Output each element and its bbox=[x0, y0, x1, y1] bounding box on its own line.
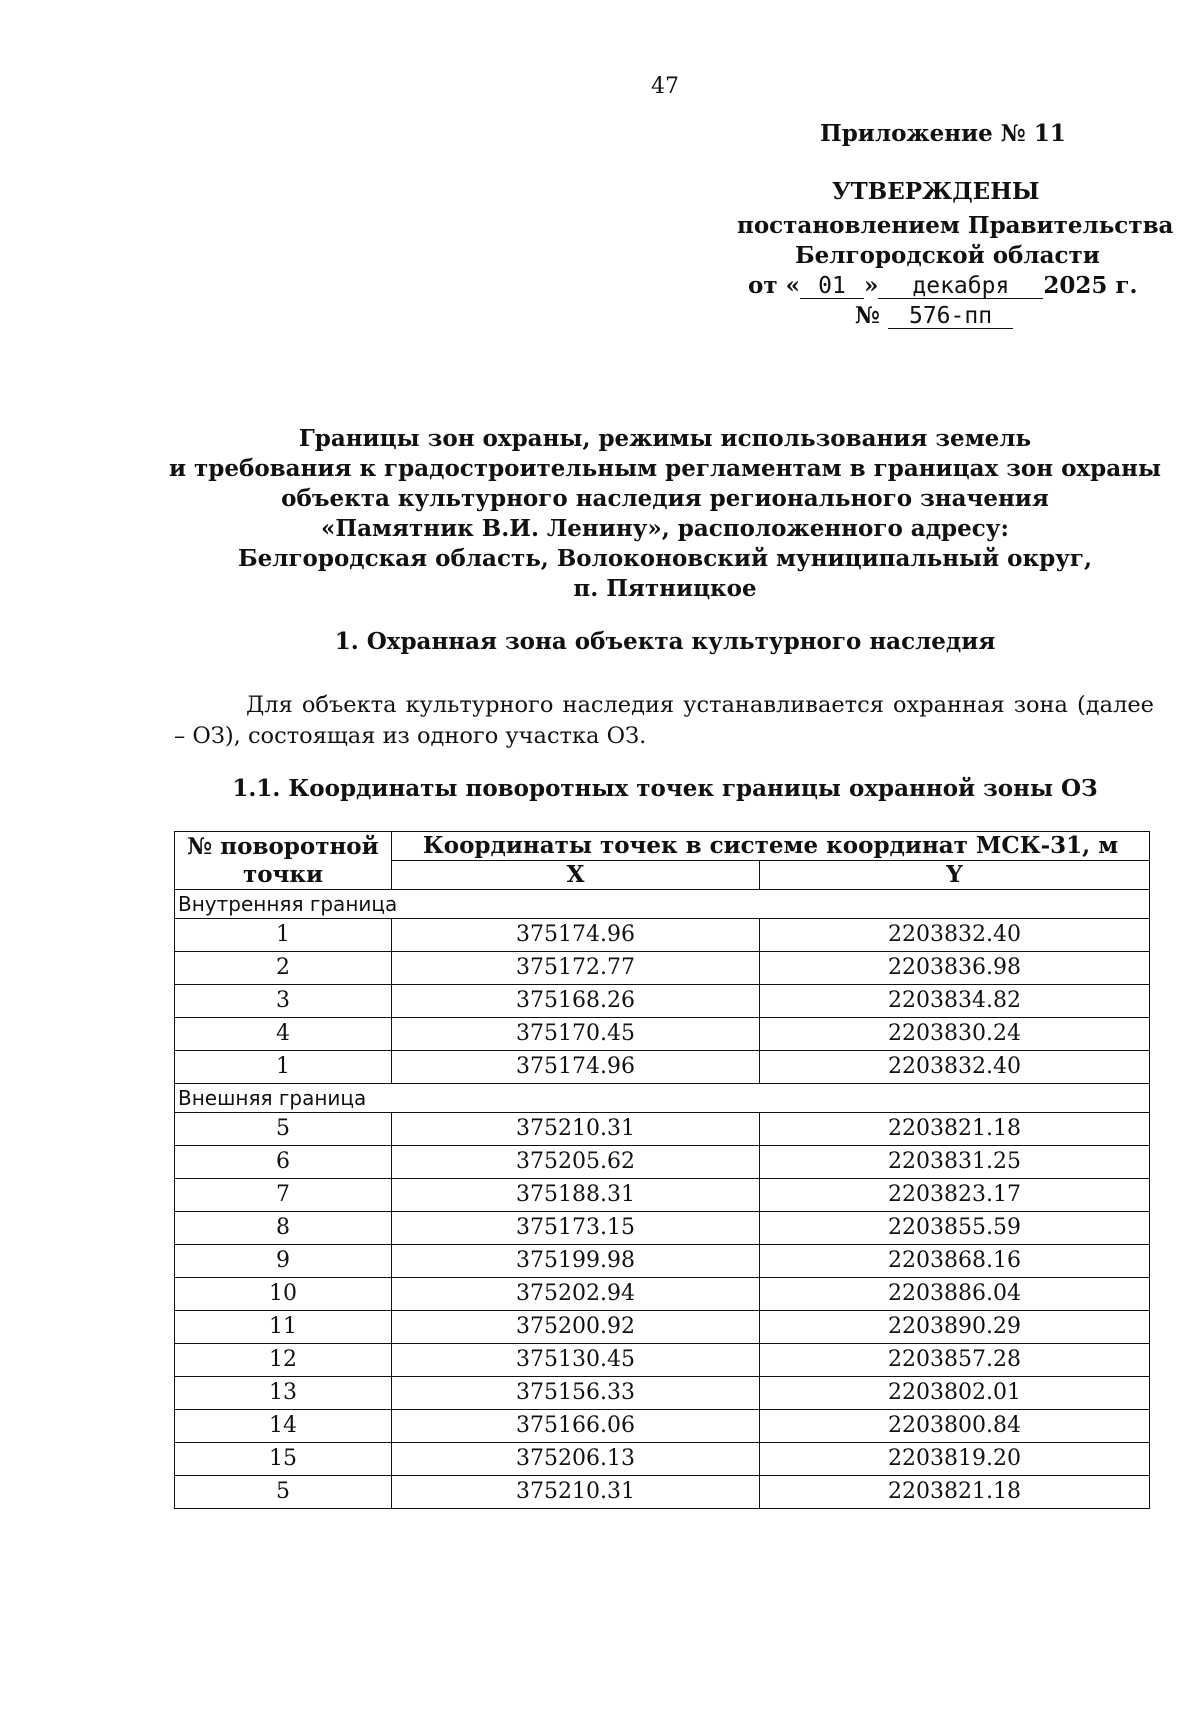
x-coordinate-cell: 375170.45 bbox=[392, 1018, 760, 1051]
header-x: X bbox=[392, 861, 760, 890]
table-row bbox=[175, 1018, 1150, 1051]
point-number-cell: 8 bbox=[175, 1212, 392, 1245]
decree-date bbox=[748, 272, 1137, 299]
point-number-cell: 10 bbox=[175, 1278, 392, 1311]
group-label: Внутренняя граница bbox=[175, 890, 1150, 919]
header-coordinates: Координаты точек в системе координат МСК-31, м bbox=[392, 832, 1150, 861]
table-heading: 1.1. Координаты поворотных точек границы охранной зоны ОЗ bbox=[232, 775, 1098, 802]
title-line: п. Пятницкое bbox=[573, 575, 757, 602]
y-coordinate-cell: 2203821.18 bbox=[760, 1476, 1150, 1509]
coordinates-table bbox=[174, 831, 1150, 1509]
title-line: объекта культурного наследия регионального значения bbox=[281, 485, 1049, 512]
date-mid: » bbox=[863, 272, 879, 299]
y-coordinate-cell: 2203868.16 bbox=[760, 1245, 1150, 1278]
appendix-label: Приложение № 11 bbox=[820, 120, 1066, 147]
x-coordinate-cell: 375199.98 bbox=[392, 1245, 760, 1278]
table-row bbox=[175, 1344, 1150, 1377]
x-coordinate-cell: 375188.31 bbox=[392, 1179, 760, 1212]
table-row bbox=[175, 1476, 1150, 1509]
table-row bbox=[175, 1179, 1150, 1212]
coordinates-table-body bbox=[175, 890, 1150, 1509]
point-number-cell: 13 bbox=[175, 1377, 392, 1410]
header-y: Y bbox=[760, 861, 1150, 890]
point-number-cell: 12 bbox=[175, 1344, 392, 1377]
table-row bbox=[175, 919, 1150, 952]
table-row bbox=[175, 1278, 1150, 1311]
y-coordinate-cell: 2203832.40 bbox=[760, 1051, 1150, 1084]
title-line: и требования к градостроительным регламентам в границах зон охраны bbox=[168, 455, 1162, 482]
document-title bbox=[0, 424, 1200, 604]
point-number-cell: 2 bbox=[175, 952, 392, 985]
x-coordinate-cell: 375173.15 bbox=[392, 1212, 760, 1245]
body-paragraph: Для объекта культурного наследия устанавливается охранная зона (далее – ОЗ), состоящая из одного участка ОЗ. bbox=[174, 692, 1154, 749]
x-coordinate-cell: 375172.77 bbox=[392, 952, 760, 985]
y-coordinate-cell: 2203834.82 bbox=[760, 985, 1150, 1018]
group-row bbox=[175, 1084, 1150, 1113]
x-coordinate-cell: 375205.62 bbox=[392, 1146, 760, 1179]
point-number-cell: 7 bbox=[175, 1179, 392, 1212]
point-number-cell: 9 bbox=[175, 1245, 392, 1278]
y-coordinate-cell: 2203831.25 bbox=[760, 1146, 1150, 1179]
decree-line-2: Белгородской области bbox=[795, 242, 1100, 269]
title-line: Границы зон охраны, режимы использования земель bbox=[298, 425, 1032, 452]
y-coordinate-cell: 2203800.84 bbox=[760, 1410, 1150, 1443]
table-row bbox=[175, 1311, 1150, 1344]
decree-number-value: 576-пп bbox=[888, 304, 1013, 329]
x-coordinate-cell: 375130.45 bbox=[392, 1344, 760, 1377]
group-row bbox=[175, 890, 1150, 919]
x-coordinate-cell: 375168.26 bbox=[392, 985, 760, 1018]
decree-number bbox=[855, 302, 1013, 329]
y-coordinate-cell: 2203832.40 bbox=[760, 919, 1150, 952]
x-coordinate-cell: 375210.31 bbox=[392, 1113, 760, 1146]
y-coordinate-cell: 2203823.17 bbox=[760, 1179, 1150, 1212]
point-number-cell: 6 bbox=[175, 1146, 392, 1179]
date-prefix: от « bbox=[748, 272, 800, 299]
point-number-cell: 15 bbox=[175, 1443, 392, 1476]
y-coordinate-cell: 2203886.04 bbox=[760, 1278, 1150, 1311]
point-number-cell: 4 bbox=[175, 1018, 392, 1051]
decree-year: 2025 г. bbox=[1043, 272, 1138, 299]
x-coordinate-cell: 375166.06 bbox=[392, 1410, 760, 1443]
y-coordinate-cell: 2203830.24 bbox=[760, 1018, 1150, 1051]
approved-label: УТВЕРЖДЕНЫ bbox=[832, 178, 1040, 205]
header-point-number: № поворотной точки bbox=[175, 832, 392, 890]
table-row bbox=[175, 952, 1150, 985]
table-row bbox=[175, 1377, 1150, 1410]
x-coordinate-cell: 375200.92 bbox=[392, 1311, 760, 1344]
x-coordinate-cell: 375156.33 bbox=[392, 1377, 760, 1410]
point-number-cell: 1 bbox=[175, 1051, 392, 1084]
point-number-cell: 14 bbox=[175, 1410, 392, 1443]
x-coordinate-cell: 375174.96 bbox=[392, 1051, 760, 1084]
table-row bbox=[175, 1410, 1150, 1443]
point-number-cell: 5 bbox=[175, 1113, 392, 1146]
point-number-cell: 1 bbox=[175, 919, 392, 952]
x-coordinate-cell: 375202.94 bbox=[392, 1278, 760, 1311]
decree-month: декабря bbox=[878, 274, 1043, 299]
group-label: Внешняя граница bbox=[175, 1084, 1150, 1113]
point-number-cell: 11 bbox=[175, 1311, 392, 1344]
y-coordinate-cell: 2203855.59 bbox=[760, 1212, 1150, 1245]
decree-day: 01 bbox=[800, 274, 864, 299]
y-coordinate-cell: 2203890.29 bbox=[760, 1311, 1150, 1344]
x-coordinate-cell: 375174.96 bbox=[392, 919, 760, 952]
point-number-cell: 5 bbox=[175, 1476, 392, 1509]
x-coordinate-cell: 375210.31 bbox=[392, 1476, 760, 1509]
point-number-cell: 3 bbox=[175, 985, 392, 1018]
table-row bbox=[175, 1443, 1150, 1476]
table-row bbox=[175, 1212, 1150, 1245]
table-row bbox=[175, 1113, 1150, 1146]
y-coordinate-cell: 2203857.28 bbox=[760, 1344, 1150, 1377]
number-prefix: № bbox=[855, 302, 880, 329]
page-number: 47 bbox=[651, 74, 679, 99]
section-heading: 1. Охранная зона объекта культурного наследия bbox=[334, 628, 996, 655]
y-coordinate-cell: 2203821.18 bbox=[760, 1113, 1150, 1146]
table-row bbox=[175, 1146, 1150, 1179]
y-coordinate-cell: 2203802.01 bbox=[760, 1377, 1150, 1410]
y-coordinate-cell: 2203819.20 bbox=[760, 1443, 1150, 1476]
decree-line-1: постановлением Правительства bbox=[737, 212, 1174, 239]
x-coordinate-cell: 375206.13 bbox=[392, 1443, 760, 1476]
table-row bbox=[175, 1051, 1150, 1084]
title-line: Белгородская область, Волоконовский муниципальный округ, bbox=[237, 545, 1093, 572]
table-row bbox=[175, 1245, 1150, 1278]
y-coordinate-cell: 2203836.98 bbox=[760, 952, 1150, 985]
table-row bbox=[175, 985, 1150, 1018]
title-line: «Памятник В.И. Ленину», расположенного адресу: bbox=[321, 515, 1009, 542]
